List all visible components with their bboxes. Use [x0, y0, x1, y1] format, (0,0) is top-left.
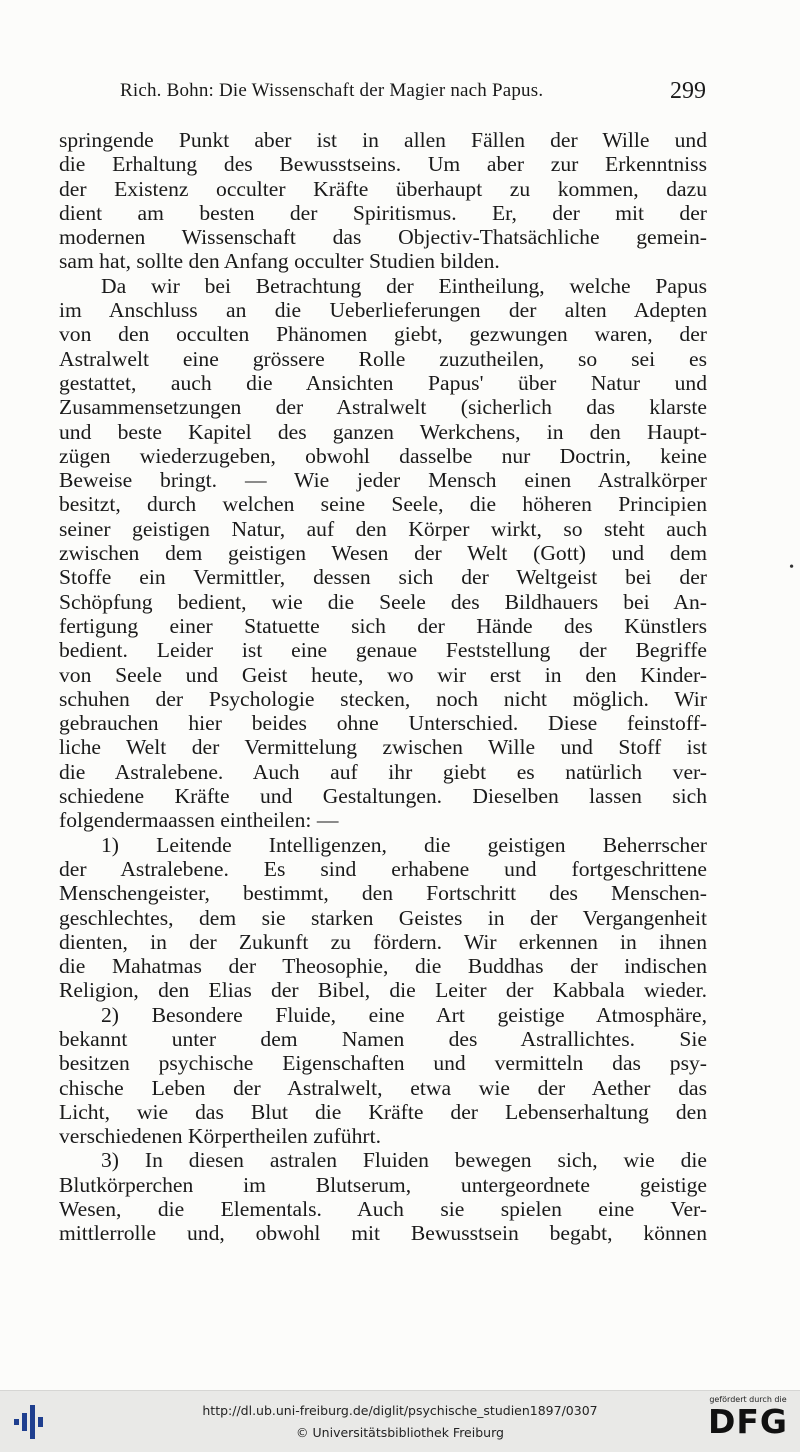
text-line: der Existenz occulter Kräfte überhaupt zu kommen, dazu: [59, 176, 707, 201]
text-line: der Astralebene. Es sind erhabene und fortgeschrittene: [59, 856, 707, 881]
text-line: schuhen der Psychologie stecken, noch nicht möglich. Wir: [59, 686, 707, 711]
text-line: dient am besten der Spiritismus. Er, der mit der: [59, 200, 707, 225]
text-line: bedient. Leider ist eine genaue Feststellung der Begriffe: [59, 638, 707, 663]
text-line: Zusammensetzungen der Astralwelt (sicherlich das klarste: [59, 395, 707, 420]
text-line: seiner geistigen Natur, auf den Körper wirkt, so steht auch: [59, 516, 707, 541]
text-line: gestattet, auch die Ansichten Papus' über Natur und: [59, 370, 707, 395]
text-line: Menschengeister, bestimmt, den Fortschritt des Menschen-: [59, 881, 707, 906]
text-line: die Astralebene. Auch auf ihr giebt es natürlich ver-: [59, 759, 707, 784]
text-line: zügen wiederzugeben, obwohl dasselbe nur Doctrin, keine: [59, 443, 707, 468]
dfg-logo-text: DFG: [707, 1402, 789, 1441]
body-text: [59, 128, 707, 1246]
dfg-logo: [704, 1395, 792, 1449]
text-line: gebrauchen hier beides ohne Unterschied. Diese feinstoff-: [59, 711, 707, 736]
text-line: und beste Kapitel des ganzen Werkchens, in den Haupt-: [59, 419, 707, 444]
text-line: geschlechtes, dem sie starken Geistes in der Vergangenheit: [59, 905, 707, 930]
copyright-text: © Universitätsbibliothek Freiburg: [296, 1425, 504, 1440]
text-line: von Seele und Geist heute, wo wir erst in den Kinder-: [59, 662, 707, 687]
text-line: Religion, den Elias der Bibel, die Leiter der Kabbala wieder.: [59, 978, 707, 1003]
text-line: modernen Wissenschaft das Objectiv-Thatsächliche gemein-: [59, 225, 707, 250]
text-line: folgendermaassen eintheilen: —: [59, 808, 339, 833]
text-line: Schöpfung bedient, wie die Seele des Bildhauers bei An-: [59, 589, 707, 614]
text-line: mittlerrolle und, obwohl mit Bewusstsein begabt, können: [59, 1221, 707, 1246]
text-line: Blutkörperchen im Blutserum, untergeordnete geistige: [59, 1172, 707, 1197]
text-line: von den occulten Phänomen giebt, gezwungen waren, der: [59, 322, 707, 347]
text-line: zwischen dem geistigen Wesen der Welt (Gott) und dem: [59, 541, 707, 566]
text-line: Stoffe ein Vermittler, dessen sich der Weltgeist bei der: [59, 565, 707, 590]
scan-mark: •: [789, 560, 794, 575]
text-line: 2) Besondere Fluide, eine Art geistige Atmosphäre,: [101, 1002, 707, 1027]
text-line: springende Punkt aber ist in allen Fällen der Wille und: [59, 128, 707, 152]
viewer-footer: [0, 1390, 800, 1452]
text-line: Beweise bringt. — Wie jeder Mensch einen Astralkörper: [59, 468, 707, 493]
text-line: Wesen, die Elementals. Auch sie spielen eine Ver-: [59, 1197, 707, 1222]
text-line: schiedene Kräfte und Gestaltungen. Dieselben lassen sich: [59, 784, 707, 809]
text-line: Licht, wie das Blut die Kräfte der Lebenserhaltung den: [59, 1099, 707, 1124]
text-line: 1) Leitende Intelligenzen, die geistigen Beherrscher: [101, 832, 707, 857]
running-header: [60, 78, 708, 110]
text-line: im Anschluss an die Ueberlieferungen der alten Adepten: [59, 298, 707, 323]
page-number: 299: [670, 78, 706, 104]
text-line: liche Welt der Vermittelung zwischen Wille und Stoff ist: [59, 735, 707, 760]
text-line: die Mahatmas der Theosophie, die Buddhas der indischen: [59, 954, 707, 979]
permalink-url[interactable]: http://dl.ub.uni-freiburg.de/diglit/psychische_studien1897/0307: [202, 1403, 598, 1418]
funder-caption: gefördert durch die: [709, 1395, 787, 1404]
text-line: Astralwelt eine grössere Rolle zuzutheilen, so sei es: [59, 346, 707, 371]
text-line: sam hat, sollte den Anfang occulter Studien bilden.: [59, 249, 500, 274]
text-line: die Erhaltung des Bewusstseins. Um aber zur Erkenntniss: [59, 152, 707, 177]
text-line: besitzen psychische Eigenschaften und vermitteln das psy-: [59, 1051, 707, 1076]
text-line: chische Leben der Astralwelt, etwa wie der Aether das: [59, 1075, 707, 1100]
text-line: Da wir bei Betrachtung der Eintheilung, welche Papus: [101, 273, 707, 298]
text-line: fertigung einer Statuette sich der Hände des Künstlers: [59, 613, 707, 638]
text-line: 3) In diesen astralen Fluiden bewegen sich, wie die: [101, 1148, 707, 1173]
text-line: dienten, in der Zukunft zu fördern. Wir erkennen in ihnen: [59, 929, 707, 954]
text-line: besitzt, durch welchen seine Seele, die höheren Principien: [59, 492, 707, 517]
text-line: bekannt unter dem Namen des Astrallichtes. Sie: [59, 1026, 707, 1051]
running-title: Rich. Bohn: Die Wissenschaft der Magier nach Papus.: [120, 80, 544, 101]
text-line: verschiedenen Körpertheilen zuführt.: [59, 1124, 381, 1149]
